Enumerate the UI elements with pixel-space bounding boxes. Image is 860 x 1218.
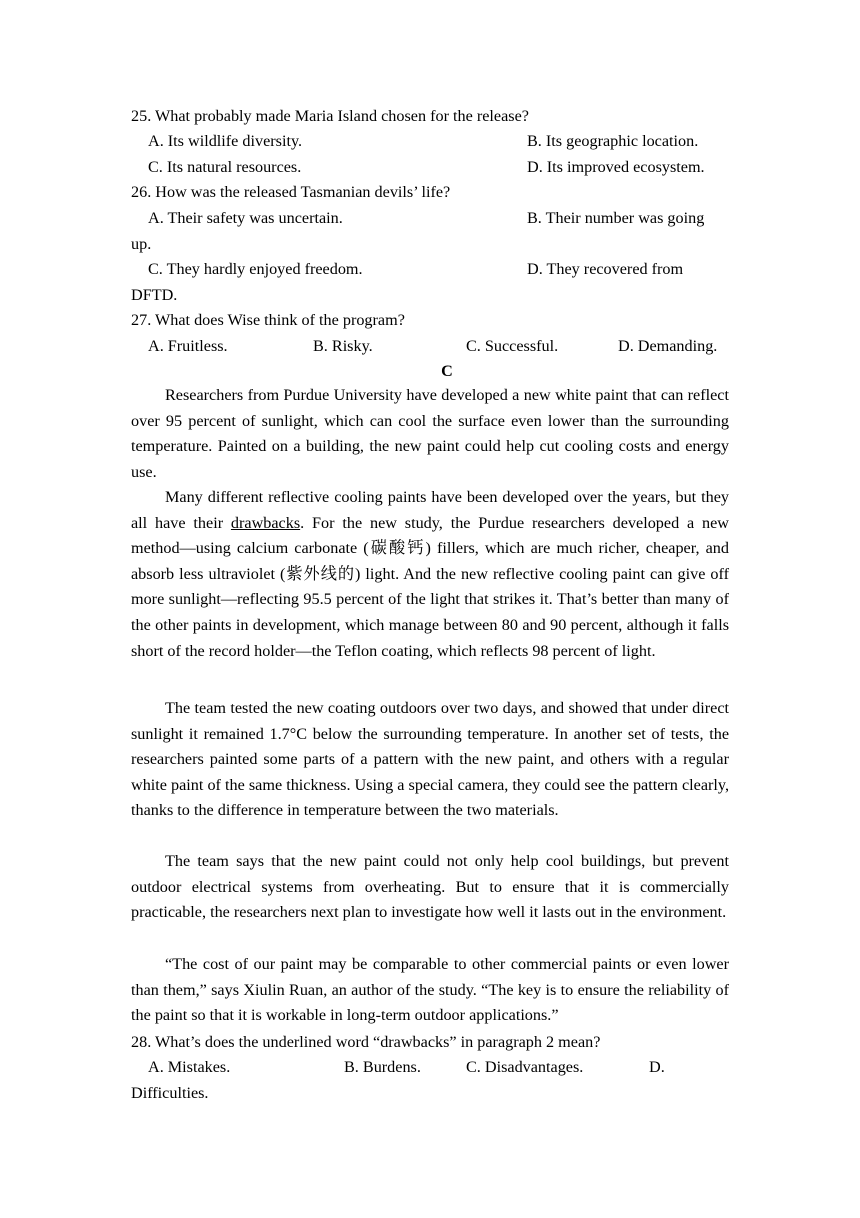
q26-option-c: C. They hardly enjoyed freedom. [148, 260, 363, 278]
q26-option-d-wrap: DFTD. [131, 286, 178, 304]
q26-option-b-wrap: up. [131, 235, 152, 253]
passage-paragraph-3: The team tested the new coating outdoors over two days, and showed that under direct sunlight it remained 1.7°C below the surrounding temperature. In another set of tests, the researchers painted some parts of a pattern with the new paint, and others with a regular white paint of the same thickness. Using a special camera, they could see the pattern clearly, thanks to the difference in temperature between the two materials. [131, 699, 729, 820]
q28-option-b: B. Burdens. [344, 1058, 421, 1076]
q27-option-a: A. Fruitless. [148, 337, 228, 355]
q25-option-c: C. Its natural resources. [148, 158, 302, 176]
passage-paragraph-4: The team says that the new paint could not only help cool buildings, but prevent outdoor electrical systems from overheating. But to ensure that it is commercially practicable, the researchers next plan to investigate how well it lasts out in the environment. [131, 852, 729, 922]
q25-option-b: B. Its geographic location. [527, 132, 699, 150]
paragraph-2-text-before: Many different reflective cooling paints have been developed over the years, but they all have their [131, 488, 729, 532]
question-27: 27. What does Wise think of the program? [131, 311, 405, 329]
question-25: 25. What probably made Maria Island chosen for the release? [131, 107, 529, 125]
passage-paragraph-2 [131, 485, 729, 664]
q28-option-a: A. Mistakes. [148, 1058, 231, 1076]
q28-option-c: C. Disadvantages. [466, 1058, 584, 1076]
q28-option-d: D. [649, 1058, 665, 1076]
q25-option-a: A. Its wildlife diversity. [148, 132, 303, 150]
q27-option-c: C. Successful. [466, 337, 559, 355]
question-28: 28. What’s does the underlined word “drawbacks” in paragraph 2 mean? [131, 1033, 601, 1051]
q27-option-b: B. Risky. [313, 337, 373, 355]
underlined-word-drawbacks: drawbacks [230, 513, 301, 532]
q25-option-d: D. Its improved ecosystem. [527, 158, 705, 176]
q26-option-d: D. They recovered from [527, 260, 684, 278]
question-26: 26. How was the released Tasmanian devils’ life? [131, 183, 451, 201]
passage-paragraph-5: “The cost of our paint may be comparable to other commercial paints or even lower than them,” says Xiulin Ruan, an author of the study. “The key is to ensure the reliability of the paint so that it is workable in long-term outdoor applications.” [131, 955, 729, 1025]
q26-option-a: A. Their safety was uncertain. [148, 209, 343, 227]
q27-option-d: D. Demanding. [618, 337, 718, 355]
q28-option-d-wrap: Difficulties. [131, 1084, 209, 1102]
passage-paragraph-1: Researchers from Purdue University have developed a new white paint that can reflect over 95 percent of sunlight, which can cool the surface even lower than the surrounding temperature. Painted on a building, the new paint could help cut cooling costs and energy use. [131, 386, 729, 481]
q26-option-b: B. Their number was going [527, 209, 705, 227]
paragraph-2-text-after: . For the new study, the Purdue researchers developed a new method—using calcium carbonate (碳酸钙) fillers, which are much richer, cheaper, and absorb less ultraviolet (紫外线的) light. And the new reflective cooling paint can give off more sunlight—reflecting 95.5 percent of the light that strikes it. That’s better than many of the other paints in development, which manage between 80 and 90 percent, although it falls short of the record holder—the Teflon coating, which reflects 98 percent of light. [131, 513, 729, 660]
section-heading: C [441, 362, 453, 380]
